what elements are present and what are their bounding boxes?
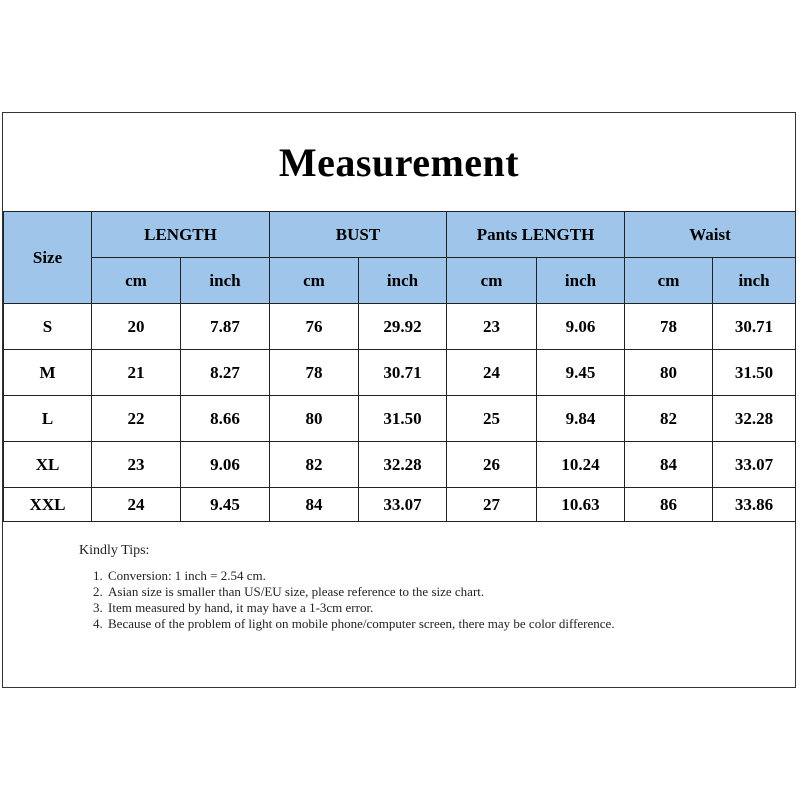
unit-inch: inch	[359, 258, 447, 304]
size-cell: M	[4, 350, 92, 396]
table-cell: 80	[270, 396, 359, 442]
table-cell: 86	[625, 488, 713, 522]
tips-list	[79, 568, 759, 632]
table-cell: 25	[447, 396, 537, 442]
table-cell: 10.63	[537, 488, 625, 522]
table-cell: 33.07	[713, 442, 796, 488]
table-cell: 9.06	[537, 304, 625, 350]
table-row	[4, 350, 796, 396]
table-cell: 32.28	[359, 442, 447, 488]
table-cell: 7.87	[181, 304, 270, 350]
kindly-tips	[79, 543, 759, 632]
tip-item: 1. Conversion: 1 inch = 2.54 cm.	[106, 568, 759, 584]
unit-cm: cm	[625, 258, 713, 304]
table-cell: 9.45	[537, 350, 625, 396]
table-cell: 24	[92, 488, 181, 522]
table-cell: 33.07	[359, 488, 447, 522]
unit-cm: cm	[447, 258, 537, 304]
table-cell: 33.86	[713, 488, 796, 522]
header-pants-length: Pants LENGTH	[447, 212, 625, 258]
table-cell: 31.50	[713, 350, 796, 396]
table-cell: 22	[92, 396, 181, 442]
table-cell: 78	[270, 350, 359, 396]
unit-cm: cm	[270, 258, 359, 304]
page-title: Measurement	[278, 139, 520, 185]
size-chart	[2, 112, 796, 688]
unit-inch: inch	[181, 258, 270, 304]
header-bust: BUST	[270, 212, 447, 258]
table-cell: 27	[447, 488, 537, 522]
size-cell: S	[4, 304, 92, 350]
table-cell: 9.84	[537, 396, 625, 442]
table-cell: 84	[625, 442, 713, 488]
table-cell: 78	[625, 304, 713, 350]
header-length: LENGTH	[92, 212, 270, 258]
table-cell: 9.45	[181, 488, 270, 522]
table-cell: 84	[270, 488, 359, 522]
table-cell: 10.24	[537, 442, 625, 488]
table-row	[4, 304, 796, 350]
size-cell: XXL	[4, 488, 92, 522]
table-cell: 26	[447, 442, 537, 488]
table-cell: 82	[270, 442, 359, 488]
table-header-row	[4, 212, 796, 258]
table-cell: 23	[447, 304, 537, 350]
table-cell: 31.50	[359, 396, 447, 442]
header-size: Size	[4, 212, 92, 304]
unit-inch: inch	[713, 258, 796, 304]
tips-heading: Kindly Tips:	[79, 543, 150, 558]
table-cell: 29.92	[359, 304, 447, 350]
table-cell: 76	[270, 304, 359, 350]
table-row	[4, 442, 796, 488]
table-cell: 8.66	[181, 396, 270, 442]
unit-inch: inch	[537, 258, 625, 304]
unit-cm: cm	[92, 258, 181, 304]
size-table	[3, 211, 796, 522]
table-cell: 82	[625, 396, 713, 442]
table-cell: 32.28	[713, 396, 796, 442]
table-cell: 20	[92, 304, 181, 350]
header-waist: Waist	[625, 212, 796, 258]
size-cell: L	[4, 396, 92, 442]
tip-item: 4. Because of the problem of light on mobile phone/computer screen, there may be color difference.	[106, 616, 759, 632]
table-cell: 80	[625, 350, 713, 396]
table-unit-row	[4, 258, 796, 304]
table-cell: 8.27	[181, 350, 270, 396]
size-cell: XL	[4, 442, 92, 488]
table-cell: 30.71	[359, 350, 447, 396]
table-cell: 30.71	[713, 304, 796, 350]
table-row	[4, 396, 796, 442]
tip-item: 3. Item measured by hand, it may have a 1-3cm error.	[106, 600, 759, 616]
table-cell: 9.06	[181, 442, 270, 488]
table-cell: 21	[92, 350, 181, 396]
tip-item: 2. Asian size is smaller than US/EU size, please reference to the size chart.	[106, 584, 759, 600]
table-cell: 24	[447, 350, 537, 396]
table-row	[4, 488, 796, 522]
table-cell: 23	[92, 442, 181, 488]
